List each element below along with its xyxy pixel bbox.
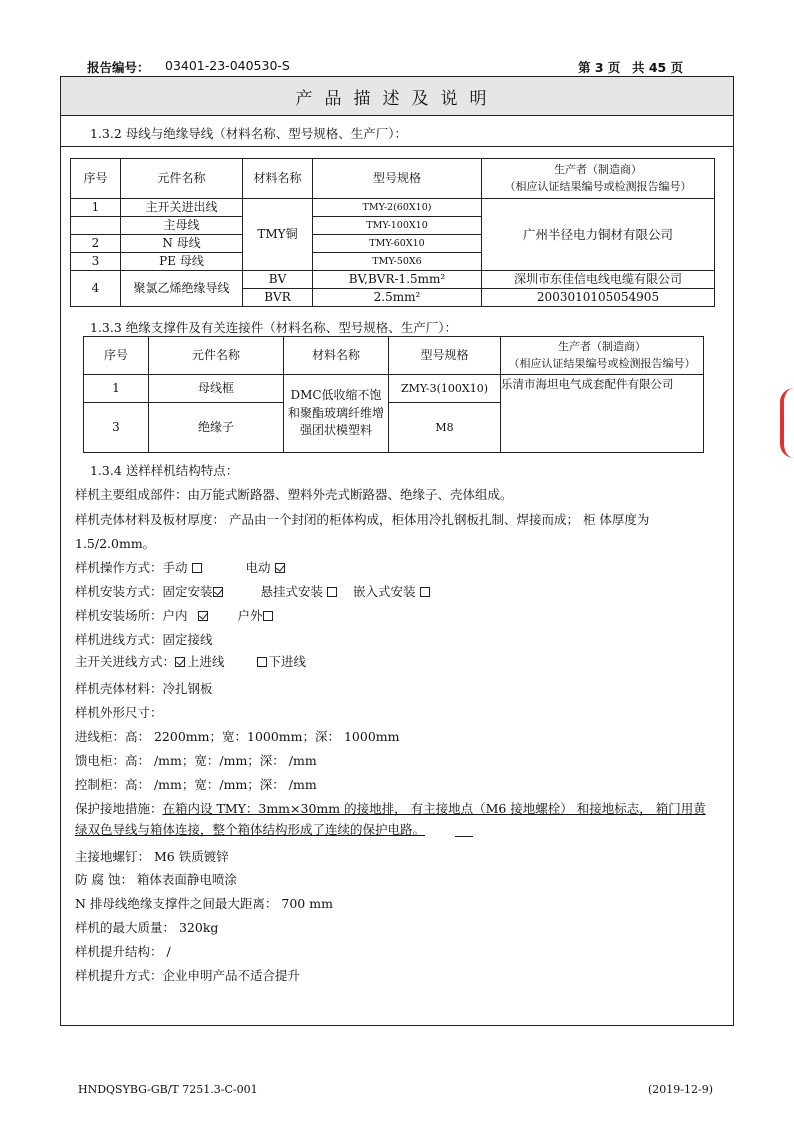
divider xyxy=(61,146,733,147)
producer-title: 生产者（制造商） xyxy=(558,340,646,353)
table-cell-name: 主母线 xyxy=(121,217,243,235)
anticorrosion-line: 防 腐 蚀： 箱体表面静电喷涂 xyxy=(75,872,237,887)
table-cell-no: 3 xyxy=(71,253,121,271)
table-cell-producer: 乐清市海坦电气成套配件有限公司 xyxy=(501,375,704,453)
underline-extension xyxy=(455,836,473,837)
control-cabinet-line: 控制柜：高： /mm；宽：/mm；深： /mm xyxy=(75,777,317,792)
shell-material-line: 样机壳体材料：冷扎钢板 xyxy=(75,681,213,696)
table-cell-no: 3 xyxy=(84,403,149,453)
producer-title: 生产者（制造商） xyxy=(554,163,642,176)
top-inlet-label: 上进线 xyxy=(187,654,225,669)
section-1-3-2-heading: 1.3.2 母线与绝缘导线（材料名称、型号规格、生产厂）： xyxy=(90,126,408,141)
lift-structure-line: 样机提升结构： / xyxy=(75,944,171,959)
table-cell-no: 1 xyxy=(71,199,121,217)
support-table xyxy=(83,336,704,453)
col-header-spec: 型号规格 xyxy=(313,159,482,199)
outdoor-checkbox[interactable] xyxy=(263,611,273,621)
table-cell-spec: TMY-60X10 xyxy=(313,235,482,253)
col-header-material: 材料名称 xyxy=(284,337,389,375)
table-cell-producer: 深圳市东佳信电线电缆有限公司 xyxy=(482,271,715,289)
protective-earth-line xyxy=(75,799,706,817)
incoming-cabinet-line: 进线柜：高： 2200mm；宽：1000mm；深： 1000mm xyxy=(75,729,400,744)
table-cell-no: 1 xyxy=(84,375,149,403)
table-cell-no: 4 xyxy=(71,271,121,307)
table-cell-spec: ZMY-3(100X10) xyxy=(389,375,501,403)
table-cell-no: 2 xyxy=(71,235,121,253)
hang-install-label: 悬挂式安装 xyxy=(260,584,324,599)
operation-mode-line xyxy=(75,558,289,576)
earth-label: 保护接地措施： xyxy=(75,801,163,816)
table-cell-spec: TMY-100X10 xyxy=(313,217,482,235)
electric-checkbox[interactable] xyxy=(275,563,285,573)
page-title: 产品描述及说明 xyxy=(61,77,733,116)
section-1-3-4-heading: 1.3.4 送样样机结构特点： xyxy=(90,463,239,478)
table-cell-name: 聚氯乙烯绝缘导线 xyxy=(121,271,243,307)
max-mass-line: 样机的最大质量： 320kg xyxy=(75,920,219,935)
lift-method-line: 样机提升方式：企业申明产品不适合提升 xyxy=(75,968,301,983)
place-label: 样机安装场所：户内 xyxy=(75,608,188,623)
report-number-label: 报告编号： xyxy=(87,60,150,75)
table-cell-material: DMC低收缩不饱和聚酯玻璃纤维增强团状模塑料 xyxy=(284,375,389,453)
col-header-producer xyxy=(501,337,704,375)
page-total: 共 45 页 xyxy=(632,60,684,75)
bottom-inlet-label: 下进线 xyxy=(268,654,307,669)
table-cell-name: N 母线 xyxy=(121,235,243,253)
table-cell-spec: TMY-2(60X10) xyxy=(313,199,482,217)
table-cell-material: TMY铜 xyxy=(243,199,313,271)
col-header-material: 材料名称 xyxy=(243,159,313,199)
installation-mode-line xyxy=(75,582,434,600)
table-cell-cert: 2003010105054905 xyxy=(482,289,715,307)
protective-earth-line-2: 绿双色导线与箱体连接，整个箱体结构形成了连续的保护电路。 xyxy=(75,822,426,837)
dimensions-line: 样机外形尺寸： xyxy=(75,705,163,720)
section-1-3-3-heading: 1.3.3 绝缘支撑件及有关连接件（材料名称、型号规格、生产厂）： xyxy=(90,320,458,335)
table-cell-name: 绝缘子 xyxy=(149,403,284,453)
indoor-checkbox[interactable] xyxy=(198,611,208,621)
embed-install-label: 嵌入式安装 xyxy=(353,584,416,599)
earth-text: 在箱内设 TMY：3mm×30mm 的接地排， 有主接地点（M6 接地螺栓） 和接地标志， 箱门用黄 xyxy=(162,801,706,816)
fixed-install-checkbox[interactable] xyxy=(213,587,223,597)
table-cell-spec: TMY-50X6 xyxy=(313,253,482,271)
hang-install-checkbox[interactable] xyxy=(327,587,337,597)
col-header-name: 元件名称 xyxy=(121,159,243,199)
col-header-no: 序号 xyxy=(71,159,121,199)
table-cell-spec: 2.5mm² xyxy=(313,289,482,307)
busbar-table xyxy=(70,158,715,307)
electric-label: 电动 xyxy=(245,560,271,575)
seal-edge xyxy=(780,388,794,458)
col-header-producer xyxy=(482,159,715,199)
outdoor-label: 户外 xyxy=(237,608,263,623)
top-inlet-checkbox[interactable] xyxy=(175,657,185,667)
bottom-inlet-checkbox[interactable] xyxy=(257,657,267,667)
main-switch-label: 主开关进线方式： xyxy=(75,654,176,669)
report-number: 03401-23-040530-S xyxy=(165,58,290,73)
form-date: (2019-12-9) xyxy=(648,1083,714,1096)
feeder-cabinet-line: 馈电柜：高： /mm；宽：/mm；深： /mm xyxy=(75,753,317,768)
producer-subtitle: （相应认证结果编号或检测报告编号） xyxy=(504,179,692,193)
inlet-line: 样机进线方式：固定接线 xyxy=(75,632,213,647)
producer-subtitle: （相应认证结果编号或检测报告编号） xyxy=(508,356,696,370)
manual-checkbox[interactable] xyxy=(192,563,202,573)
table-cell-material: BV xyxy=(243,271,313,289)
shell-thickness-line-2: 1.5/2.0mm。 xyxy=(75,536,156,551)
main-parts-line: 样机主要组成部件：由万能式断路器、塑料外壳式断路器、绝缘子、壳体组成。 xyxy=(75,487,513,502)
operation-label: 样机操作方式：手动 xyxy=(75,560,188,575)
col-header-name: 元件名称 xyxy=(149,337,284,375)
installation-place-line xyxy=(75,606,277,624)
main-switch-inlet-line xyxy=(75,652,306,670)
n-distance-line: N 排母线绝缘支撑件之间最大距离： 700 mm xyxy=(75,896,333,911)
table-cell-name: 母线框 xyxy=(149,375,284,403)
table-cell-name: 主开关进出线 xyxy=(121,199,243,217)
shell-thickness-line: 样机壳体材料及板材厚度： 产品由一个封闭的柜体构成，柜体用冷扎钢板扎制、焊接而成； 柜 体厚度为 xyxy=(75,512,650,527)
page-number: 第 3 页 xyxy=(578,60,621,75)
table-cell-name: PE 母线 xyxy=(121,253,243,271)
table-cell-spec: BV,BVR-1.5mm² xyxy=(313,271,482,289)
embed-install-checkbox[interactable] xyxy=(420,587,430,597)
table-cell-material: BVR xyxy=(243,289,313,307)
col-header-spec: 型号规格 xyxy=(389,337,501,375)
table-cell-producer: 广州半径电力铜材有限公司 xyxy=(482,199,715,271)
form-code: HNDQSYBG-GB/T 7251.3-C-001 xyxy=(78,1083,258,1096)
table-cell-no xyxy=(71,217,121,235)
table-cell-spec: M8 xyxy=(389,403,501,453)
col-header-no: 序号 xyxy=(84,337,149,375)
install-label: 样机安装方式：固定安装 xyxy=(75,584,213,599)
earth-bolt-line: 主接地螺钉： M6 铁质镀锌 xyxy=(75,849,229,864)
